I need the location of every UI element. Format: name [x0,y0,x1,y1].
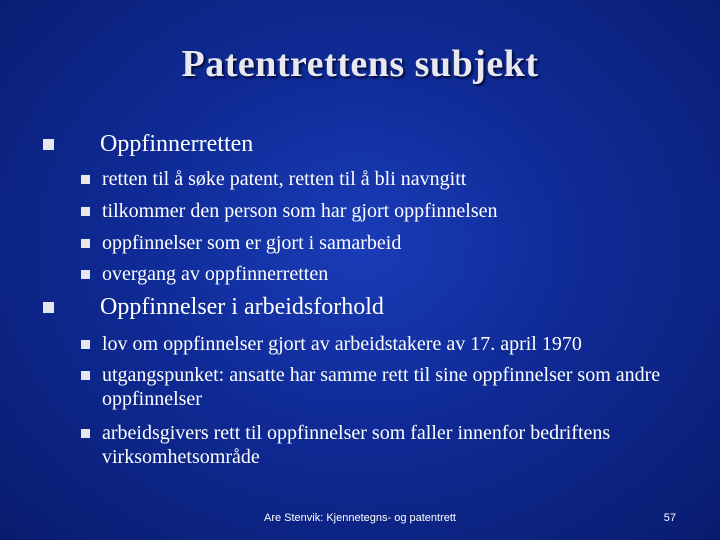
square-bullet-icon [81,175,90,184]
sub-bullet-text: utgangspunket: ansatte har samme rett til sine oppfinnelser som andre oppfinnelser [102,364,661,410]
sub-bullet-text: tilkommer den person som har gjort oppfinnelsen [102,200,498,222]
square-bullet-icon [81,340,90,349]
square-bullet-icon [81,239,90,248]
bullet-oppfinnerretten [100,130,253,158]
square-bullet-icon [81,270,90,279]
sub-bullet [102,421,622,469]
sub-bullet [102,167,702,191]
sub-bullet-text: oppfinnelser som er gjort i samarbeid [102,232,402,254]
page-number: 57 [663,512,676,524]
square-bullet-icon [81,371,90,380]
section-heading: Oppfinnelser i arbeidsforhold [100,294,384,320]
sub-bullet-text: arbeidsgivers rett til oppfinnelser som faller innenfor bedriftens virksomhetsområde [102,422,611,468]
sub-bullet [102,199,702,223]
sub-bullet-text: overgang av oppfinnerretten [102,263,329,285]
sub-bullet [102,363,662,411]
square-bullet-icon [81,207,90,216]
sub-bullet [102,262,702,286]
section-heading: Oppfinnerretten [100,131,254,157]
square-bullet-icon [43,302,54,313]
sub-bullet [102,332,702,356]
sub-bullet-text: retten til å søke patent, retten til å bli navngitt [102,168,467,190]
sub-bullet [102,231,702,255]
square-bullet-icon [81,429,90,438]
bullet-oppfinnelser-i-arbeidsforhold [100,293,384,321]
slide-footer: Are Stenvik: Kjennetegns- og patentrett [263,512,456,524]
sub-bullet-text: lov om oppfinnelser gjort av arbeidstakere av 17. april 1970 [102,333,582,355]
slide-title: Patentrettens subjekt [181,43,539,85]
square-bullet-icon [43,139,54,150]
